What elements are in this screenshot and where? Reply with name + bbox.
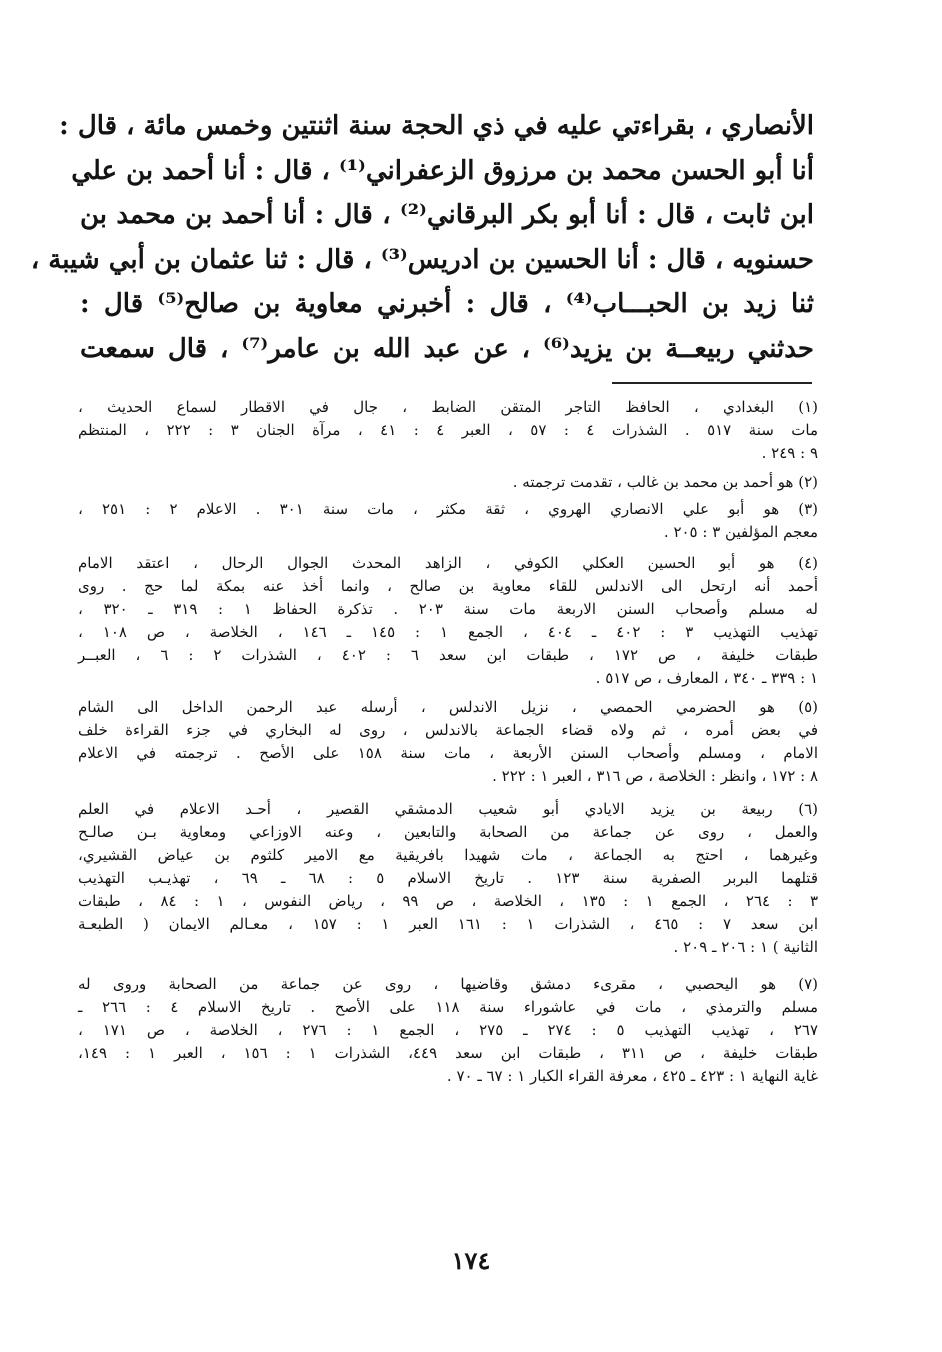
footnote-line: الثانية ) ١ : ٢٠٦ ـ ٢٠٩ . [673,938,818,956]
main-text-line: أنا أبو الحسن محمد بن مرزوق الزعفراني⁽¹⁾ ، قال : أنا أحمد بن علي [71,155,814,186]
footnote-5 [78,696,818,788]
footnote-line: ٣ : ٢٦٤ ، الجمع ١ : ١٣٥ ، الخلاصة ، ص ٩٩ ، رياض النفوس ، ١ : ٨٤ ، طبقات [78,892,819,910]
footnote-line: معجم المؤلفين ٣ : ٢٠٥ . [663,523,818,541]
page-number: ١٧٤ [451,1246,491,1275]
footnote-6 [78,798,818,959]
footnote-line: (٥) هو الحضرمي الحمصي ، نزيل الاندلس ، أرسله عبد الرحمن الداخل الى الشام [78,698,818,716]
main-text-line: حدثني ربيعــة بن يزيد⁽⁶⁾ ، عن عبد الله بن عامر⁽⁷⁾ ، قال سمعت [80,333,815,364]
footnote-line: (١) البغدادي ، الحافظ التاجر المتقن الضابط ، جال في الاقطار لسماع الحديث ، [78,398,818,416]
footnote-line: ٩ : ٢٤٩ . [761,444,818,462]
main-text-block [30,104,815,371]
main-text-line: الأنصاري ، بقراءتي عليه في ذي الحجة سنة اثنتين وخمس مائة ، قال : [59,111,814,141]
footnote-1 [78,396,818,465]
footnote-line: له مسلم وأصحاب السنن الاربعة مات سنة ٢٠٣ . تذكرة الحفاظ ١ : ٣١٩ ـ ٣٢٠ ، [78,600,818,618]
footnote-line: (٣) هو أبو علي الانصاري الهروي ، ثقة مكثر ، مات سنة ٣٠١ . الاعلام ٢ : ٢٥١ ، [78,500,819,518]
footnote-line: الامام ، ومسلم وأصحاب السنن الأربعة ، مات سنة ١٥٨ على الأصح . ترجمته في الاعلام [78,744,819,762]
footnote-line: أحمد أنه ارتحل الى الاندلس للقاء معاوية بن صالح ، وانما أخذ عنه بمكة لما حج . روى [78,577,818,595]
footnotes-block [78,396,818,1092]
footnote-line: تهذيب التهذيب ٣ : ٤٠٢ ـ ٤٠٤ ، الجمع ١ : ١٤٥ ـ ١٤٦ ، الخلاصة ، ص ١٠٨ ، [78,623,819,641]
main-text-line: ابن ثابت ، قال : أنا أبو بكر البرقاني⁽²⁾ ، قال : أنا أحمد بن محمد بن [80,200,814,230]
footnote-line: طبقات خليفة ، ص ٣١١ ، طبقات ابن سعد ٤٤٩، الشذرات ١ : ١٥٦ ، العبر ١ : ١٤٩، [78,1044,818,1062]
footnote-line: غاية النهاية ١ : ٤٢٣ ـ ٤٢٥ ، معرفة القراء الكبار ١ : ٦٧ ـ ٧٠ . [446,1067,818,1085]
footnote-line: ٨ : ١٧٢ ، وانظر : الخلاصة ، ص ٣١٦ ، العبر ١ : ٢٢٢ . [492,767,818,785]
footnote-line: ابن سعد ٧ : ٤٦٥ ، الشذرات ١ : ١٦١ العبر ١ : ١٥٧ ، معـالم الايمان ( الطبعـة [78,915,818,933]
footnote-line: ١ : ٣٣٩ ـ ٣٤٠ ، المعارف ، ص ٥١٧ . [595,669,818,687]
footnote-line: طبقات خليفة ، ص ١٧٢ ، طبقات ابن سعد ٦ : ٤٠٢ ، الشذرات ٢ : ٦ ، العبــر [78,646,819,664]
footnote-line: (٦) ربيعة بن يزيد الايادي أبو شعيب الدمشقي القصير ، أحـد الاعلام في العلم [78,800,818,818]
footnote-line: ٢٦٧ ، تهذيب التهذيب ٥ : ٢٧٤ ـ ٢٧٥ ، الجمع ١ : ٢٧٦ ، الخلاصة ، ص ١٧١ ، [78,1021,819,1039]
footnote-line: (٤) هو أبو الحسين العكلي الكوفي ، الزاهد المحدث الجوال الرحال ، اعتقد الامام [78,554,818,572]
main-text-line: حسنويه ، قال : أنا الحسين بن ادريس⁽³⁾ ، قال : ثنا عثمان بن أبي شيبة ، [30,244,814,275]
footnote-line: وغيرهما ، احتج به الجماعة ، مات شهيدا بافريقية مع الامير كلثوم بن عياض القشيري، [78,846,818,864]
footnote-line: (٧) هو اليحصبي ، مقرىء دمشق وقاضيها ، روى عن جماعة من الصحابة وروى له [78,975,818,993]
footnote-3 [78,498,818,544]
footnote-line: (٢) هو أحمد بن محمد بن غالب ، تقدمت ترجمته . [512,473,818,491]
footnote-line: في بعض أمره ، ثم ولاه قضاء الجماعة بالاندلس ، روى له البخاري في جزء القراءة خلف [78,721,818,739]
main-text-line: ثنا زيد بن الحبـــاب⁽⁴⁾ ، قال : أخبرني معاوية بن صالح⁽⁵⁾ قال : [80,289,814,319]
footnote-4 [78,552,818,690]
footnote-line: مسلم والترمذي ، مات في عاشوراء سنة ١١٨ على الأصح . تاريخ الاسلام ٤ : ٢٦٦ ـ [78,998,818,1016]
footnote-line: مات سنة ٥١٧ . الشذرات ٤ : ٥٧ ، العبر ٤ : ٤١ ، مرآة الجنان ٣ : ٢٢٢ ، المنتظم [78,421,818,439]
footnote-line: والعمل ، روى عن جماعة من الصحابة والتابعين ، وعنه الاوزاعي ومعاوية بـن صالـح [78,823,818,841]
footnote-line: قتلهما البربر الصفرية سنة ١٢٣ . تاريخ الاسلام ٥ : ٦٨ ـ ٦٩ ، تهذيـب التهذيب [78,869,818,887]
footnote-separator [612,382,812,384]
footnote-7 [78,973,818,1088]
footnote-2 [78,471,818,494]
